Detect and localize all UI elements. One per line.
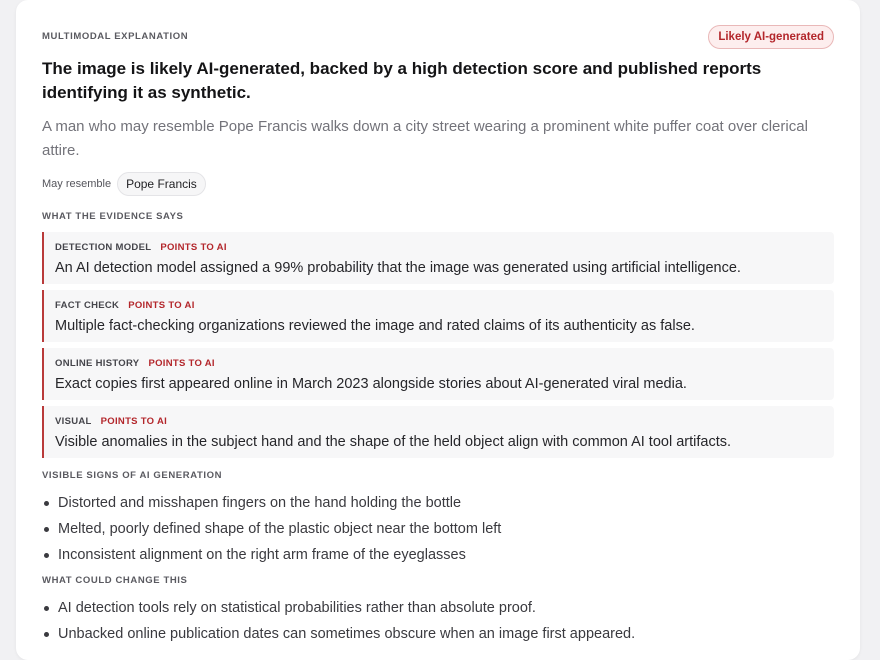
evidence-category: VISUAL <box>55 415 92 427</box>
resemble-row <box>42 171 834 197</box>
signs-list <box>42 490 834 568</box>
card-header <box>42 0 834 54</box>
evidence-verdict: POINTS TO AI <box>100 415 168 427</box>
evidence-text: Exact copies first appeared online in March 2023 alongside stories about AI-generated viral media. <box>55 376 687 392</box>
evidence-list <box>42 232 834 458</box>
evidence-item-fact-check <box>42 290 834 342</box>
evidence-category: FACT CHECK <box>55 299 120 311</box>
headline: The image is likely AI-generated, backed by a high detection score and published reports identifying it as synthetic. <box>42 59 762 102</box>
section-eyebrow: MULTIMODAL EXPLANATION <box>42 31 189 42</box>
evidence-item-visual <box>42 406 834 458</box>
list-item: Inconsistent alignment on the right arm frame of the eyeglasses <box>42 542 834 568</box>
evidence-text: Multiple fact-checking organizations reviewed the image and rated claims of its authenticity as false. <box>55 318 695 334</box>
evidence-verdict: POINTS TO AI <box>128 299 195 311</box>
verdict-badge: Likely AI-generated <box>708 25 834 49</box>
signs-heading: VISIBLE SIGNS OF AI GENERATION <box>42 470 223 481</box>
change-heading: WHAT COULD CHANGE THIS <box>42 575 188 586</box>
evidence-verdict: POINTS TO AI <box>148 357 215 369</box>
evidence-meta <box>55 240 834 254</box>
change-list <box>42 595 834 647</box>
evidence-verdict: POINTS TO AI <box>160 241 227 253</box>
resemble-chip[interactable]: Pope Francis <box>117 172 206 196</box>
evidence-text: Visible anomalies in the subject hand and the shape of the held object align with common AI tool artifacts. <box>55 434 732 450</box>
evidence-meta <box>55 414 834 428</box>
evidence-meta <box>55 298 834 312</box>
evidence-category: DETECTION MODEL <box>55 241 152 253</box>
resemble-label: May resemble <box>42 178 112 190</box>
image-description: A man who may resemble Pope Francis walks down a city street wearing a prominent white puffer coat over clerical attire. <box>42 118 808 159</box>
list-item: Melted, poorly defined shape of the plastic object near the bottom left <box>42 516 834 542</box>
evidence-meta <box>55 356 834 370</box>
list-item: Unbacked online publication dates can sometimes obscure when an image first appeared. <box>42 621 834 647</box>
evidence-item-detection-model <box>42 232 834 284</box>
evidence-item-online-history <box>42 348 834 400</box>
evidence-text: An AI detection model assigned a 99% probability that the image was generated using artificial intelligence. <box>55 260 741 276</box>
list-item: AI detection tools rely on statistical probabilities rather than absolute proof. <box>42 595 834 621</box>
evidence-heading: WHAT THE EVIDENCE SAYS <box>42 211 184 222</box>
explanation-card <box>16 0 860 660</box>
evidence-category: ONLINE HISTORY <box>55 357 140 369</box>
list-item: Distorted and misshapen fingers on the hand holding the bottle <box>42 490 834 516</box>
